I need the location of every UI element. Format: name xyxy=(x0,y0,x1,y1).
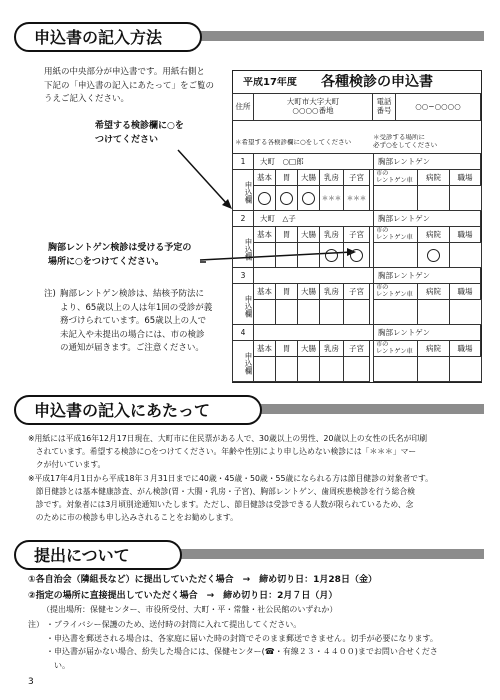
entry-label: 申込欄 xyxy=(232,226,254,268)
xray-mark-cell[interactable] xyxy=(449,185,482,211)
xray-col-workplace: 職場 xyxy=(449,226,481,243)
checkup-col-header: 胃 xyxy=(275,283,298,300)
xray-mark-cell[interactable] xyxy=(417,299,450,325)
circle-mark-icon xyxy=(302,192,315,205)
address-value: 大町市大字大町 ○○○○番地 xyxy=(253,93,373,121)
section3-title: 提出について xyxy=(14,540,182,570)
xray-col-hospital: 病院 xyxy=(417,340,450,357)
checkup-mark-cell[interactable] xyxy=(319,185,344,211)
checkup-col-header: 基本 xyxy=(253,169,276,186)
checkup-col-header: 胃 xyxy=(275,169,298,186)
checkup-col-header: 乳房 xyxy=(319,283,344,300)
excluded-mark: ＊＊＊ xyxy=(346,194,367,202)
instruction-left: ＊希望する各検診欄に○をしてください xyxy=(235,139,352,146)
xray-col-workplace: 職場 xyxy=(449,340,481,357)
checkup-col-header: 大腸 xyxy=(297,169,320,186)
checkup-col-header: 胃 xyxy=(275,340,298,357)
submit-item2-sub: （提出場所：保健センター、市役所受付、大町・平・常盤・社公民館のいずれか） xyxy=(42,605,338,614)
xray-mark-cell[interactable] xyxy=(373,242,418,268)
callout-xray-mark: 胸部レントゲン検診は受ける予定の 場所に○をつけてください。 xyxy=(48,243,192,267)
checkup-mark-cell[interactable] xyxy=(297,299,320,325)
xray-mark-cell[interactable] xyxy=(373,299,418,325)
xray-col-workplace: 職場 xyxy=(449,283,481,300)
circle-mark-icon xyxy=(427,249,440,262)
checkup-mark-cell[interactable] xyxy=(343,242,370,268)
section1-intro: 用紙の中央部分が申込書です。用紙右側と 下記の「申込書の記入にあたって」をご覧の うえご記入ください。 xyxy=(44,67,215,104)
checkup-mark-cell[interactable] xyxy=(275,299,298,325)
checkup-mark-cell[interactable] xyxy=(275,356,298,382)
checkup-mark-cell[interactable] xyxy=(297,242,320,268)
section2-header-bar xyxy=(250,404,484,414)
row-name xyxy=(253,324,374,341)
row-number: 3 xyxy=(232,267,254,284)
checkup-col-header: 基本 xyxy=(253,283,276,300)
checkup-mark-cell[interactable] xyxy=(343,299,370,325)
xray-col-workplace: 職場 xyxy=(449,169,481,186)
section1-note-label: 注) xyxy=(44,289,56,299)
xray-location-header: 市の レントゲン車 xyxy=(373,340,418,357)
form-year: 平成17年度 xyxy=(243,77,297,88)
checkup-mark-cell[interactable] xyxy=(253,242,276,268)
application-form xyxy=(232,70,482,383)
row-name: 大町 ○□郎 xyxy=(253,153,374,170)
section1-note: 胸部レントゲン検診は、結核予防法に より、65歳以上の人は年1回の受診が義 務づけられています。65歳以上の人で 未記入や未提出の場合には、市の検診 の通知が届きます。ご注意ください。 xyxy=(60,289,213,353)
submit-item1: ①各自治会（隣組長など）に提出していただく場合 → 締め切り日：1月28日（金） xyxy=(28,575,377,585)
checkup-col-header: 乳房 xyxy=(319,226,344,243)
checkup-col-header: 胃 xyxy=(275,226,298,243)
checkup-mark-cell[interactable] xyxy=(343,185,370,211)
xray-col-hospital: 病院 xyxy=(417,226,450,243)
row-name: 大町 △子 xyxy=(253,210,374,227)
section2-body: ※用紙には平成16年12月17日現在、大町市に住民票がある人で、30歳以上の男性、20歳以上の女性の氏名が印刷 されています。希望する検診に○をつけてください。年齢や性別により申し込めない検診には「＊＊＊」マー クが付いています。 ※平成17年4月1日から平成18年３月31日までに40歳・45歳・50歳・55歳になられる方は節目健診の対象者です。 節目健診とは基本健康診査、がん検診(胃・大腸・乳房・子宮)、胸部レントゲン、歯周疾患検診を行う総合検 診です。対象者には3月頃別途通知いたします。ただし、節目健診は受診できる人数が限られているため、念 のために市の検診も申し込みされることをお勧めします。 xyxy=(28,434,433,523)
section1-title: 申込書の記入方法 xyxy=(14,22,202,52)
xray-location-header: 市の レントゲン車 xyxy=(373,169,418,186)
xray-mark-cell[interactable] xyxy=(449,299,482,325)
checkup-col-header: 大腸 xyxy=(297,283,320,300)
checkup-mark-cell[interactable] xyxy=(319,356,344,382)
section3-note-label: 注） xyxy=(28,620,44,629)
row-name xyxy=(253,267,374,284)
callout-checkup-mark: 希望する検診欄に○を つけてください xyxy=(95,121,184,145)
row-number: 1 xyxy=(232,153,254,170)
xray-col-hospital: 病院 xyxy=(417,169,450,186)
xray-header: 胸部レントゲン xyxy=(373,324,481,341)
entry-label: 申込欄 xyxy=(232,340,254,382)
submit-item2: ②指定の場所に直接提出していただく場合 → 締め切り日：2月７日（月） xyxy=(28,591,338,601)
xray-mark-cell[interactable] xyxy=(449,242,482,268)
xray-header: 胸部レントゲン xyxy=(373,210,481,227)
xray-mark-cell[interactable] xyxy=(417,356,450,382)
checkup-col-header: 子宮 xyxy=(343,226,370,243)
circle-mark-icon xyxy=(258,192,271,205)
checkup-col-header: 乳房 xyxy=(319,169,344,186)
checkup-mark-cell[interactable] xyxy=(275,185,298,211)
xray-location-header: 市の レントゲン車 xyxy=(373,226,418,243)
checkup-mark-cell[interactable] xyxy=(297,356,320,382)
xray-mark-cell[interactable] xyxy=(373,356,418,382)
page-number: 3 xyxy=(28,677,34,687)
section2-title: 申込書の記入にあたって xyxy=(14,395,262,425)
checkup-col-header: 大腸 xyxy=(297,226,320,243)
circle-mark-icon xyxy=(280,192,293,205)
checkup-mark-cell[interactable] xyxy=(253,299,276,325)
instruction-right: ＊受診する場所に 必ず○をしてください xyxy=(373,134,438,149)
checkup-col-header: 子宮 xyxy=(343,283,370,300)
xray-header: 胸部レントゲン xyxy=(373,267,481,284)
checkup-col-header: 子宮 xyxy=(343,340,370,357)
checkup-col-header: 乳房 xyxy=(319,340,344,357)
xray-mark-cell[interactable] xyxy=(449,356,482,382)
phone-label: 電話 番号 xyxy=(372,93,396,121)
address-label: 住所 xyxy=(232,93,254,121)
checkup-col-header: 大腸 xyxy=(297,340,320,357)
checkup-mark-cell[interactable] xyxy=(253,185,276,211)
checkup-mark-cell[interactable] xyxy=(253,356,276,382)
row-number: 2 xyxy=(232,210,254,227)
checkup-col-header: 基本 xyxy=(253,340,276,357)
section3-header-bar xyxy=(180,549,484,559)
row-number: 4 xyxy=(232,324,254,341)
circle-mark-icon xyxy=(350,249,363,262)
checkup-col-header: 子宮 xyxy=(343,169,370,186)
form-title: 各種検診の申込書 xyxy=(321,74,433,90)
xray-location-header: 市の レントゲン車 xyxy=(373,283,418,300)
checkup-mark-cell[interactable] xyxy=(275,242,298,268)
checkup-col-header: 基本 xyxy=(253,226,276,243)
checkup-mark-cell[interactable] xyxy=(319,299,344,325)
circle-mark-icon xyxy=(325,249,338,262)
xray-mark-cell[interactable] xyxy=(417,185,450,211)
xray-mark-cell[interactable] xyxy=(417,242,450,268)
checkup-mark-cell[interactable] xyxy=(343,356,370,382)
checkup-mark-cell[interactable] xyxy=(319,242,344,268)
xray-col-hospital: 病院 xyxy=(417,283,450,300)
xray-header: 胸部レントゲン xyxy=(373,153,481,170)
section3-notes: ・プライバシー保護のため、送付時の封筒に入れて提出してください。 ・申込書を郵送される場合は、各家庭に届いた時の封筒でそのまま郵送できません。切手が必要になります。 ・申込書が届かない場合、紛失した場合には、保健センター(☎・有線２３・４４００)までお問い合せくださ い。 xyxy=(46,620,438,670)
section1-header-bar xyxy=(190,31,484,41)
excluded-mark: ＊＊＊ xyxy=(321,194,342,202)
entry-label: 申込欄 xyxy=(232,169,254,211)
xray-mark-cell[interactable] xyxy=(373,185,418,211)
checkup-mark-cell[interactable] xyxy=(297,185,320,211)
phone-value[interactable]: ○○−○○○○ xyxy=(395,93,481,121)
entry-label: 申込欄 xyxy=(232,283,254,325)
